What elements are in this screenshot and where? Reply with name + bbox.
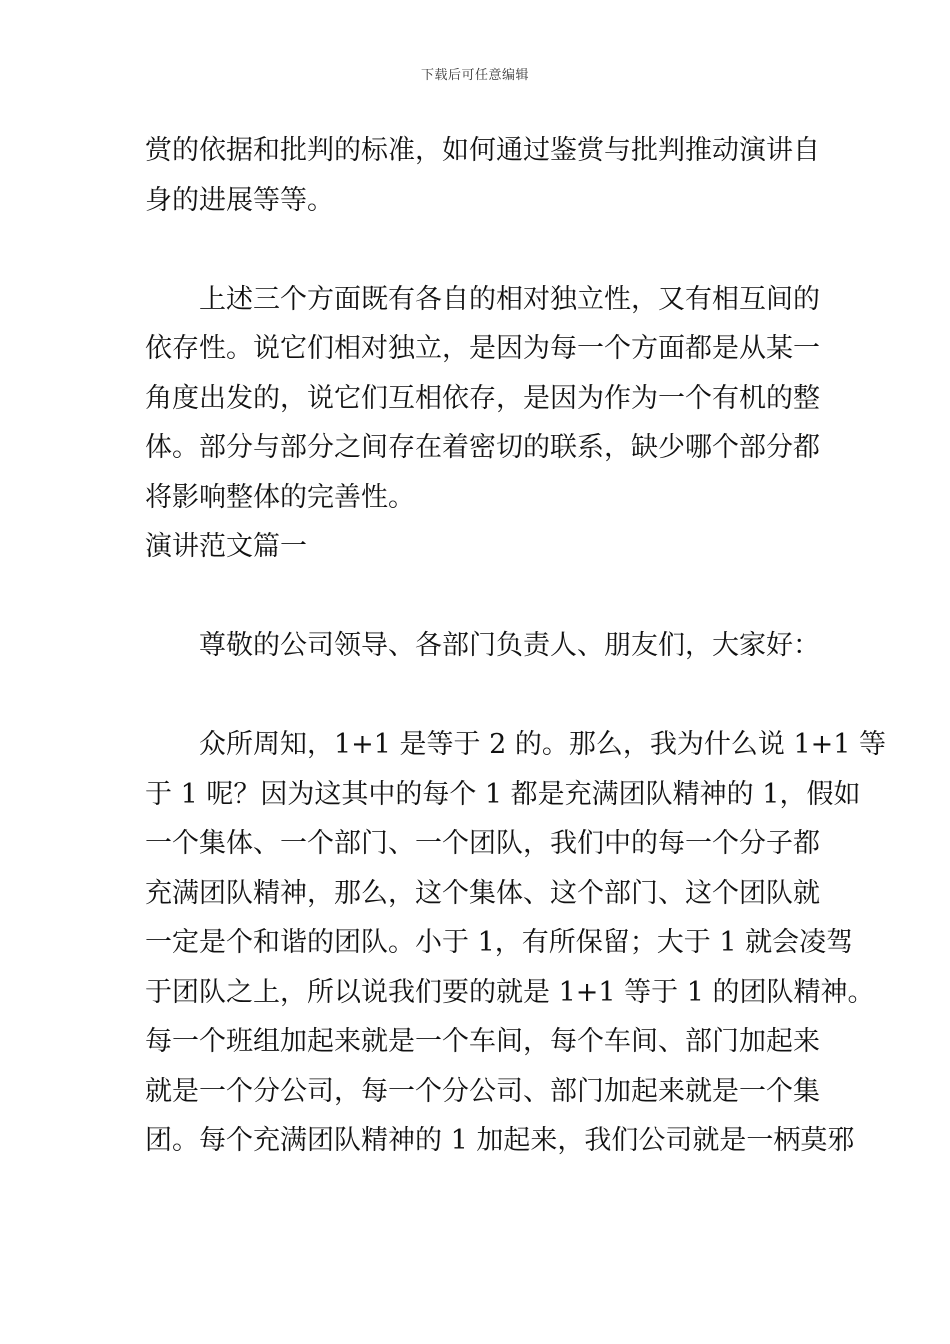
text-line: 赏的依据和批判的标准，如何通过鉴赏与批判推动演讲自 bbox=[145, 135, 820, 166]
section-heading bbox=[145, 522, 810, 572]
page-header: 下载后可任意编辑 bbox=[420, 68, 529, 83]
text-line: 每一个班组加起来就是一个车间，每个车间、部门加起来 bbox=[145, 1026, 820, 1057]
text-line: 将影响整体的完善性。 bbox=[145, 481, 415, 513]
text-line: 一个集体、一个部门、一个团队，我们中的每一个分子都 bbox=[145, 828, 820, 859]
text-line: 上述三个方面既有各自的相对独立性，又有相互间的 bbox=[199, 283, 820, 315]
text-line: 众所周知，1+1 是等于 2 的。那么，我为什么说 1+1 等 bbox=[199, 729, 887, 760]
document-body bbox=[145, 126, 887, 1166]
paragraph-1 bbox=[145, 126, 820, 225]
text-line: 就是一个分公司，每一个分公司、部门加起来就是一个集 bbox=[145, 1075, 820, 1107]
paragraph-2 bbox=[145, 275, 820, 523]
text-line: 身的进展等等。 bbox=[145, 184, 334, 216]
text-line: 充满团队精神，那么，这个集体、这个部门、这个团队就 bbox=[145, 877, 820, 909]
text-line: 于团队之上，所以说我们要的就是 1+1 等于 1 的团队精神。 bbox=[145, 976, 875, 1008]
text-line: 团。每个充满团队精神的 1 加起来，我们公司就是一柄莫邪 bbox=[145, 1125, 855, 1156]
text-line: 一定是个和谐的团队。小于 1，有所保留；大于 1 就会凌驾 bbox=[145, 927, 854, 958]
text-line: 角度出发的，说它们互相依存，是因为作为一个有机的整 bbox=[145, 382, 820, 414]
greeting-paragraph bbox=[145, 621, 820, 671]
text-line: 依存性。说它们相对独立，是因为每一个方面都是从某一 bbox=[145, 333, 820, 364]
body-paragraph bbox=[145, 720, 887, 1166]
greeting-text: 尊敬的公司领导、各部门负责人、朋友们，大家好： bbox=[199, 630, 820, 661]
text-line: 体。部分与部分之间存在着密切的联系，缺少哪个部分都 bbox=[145, 432, 820, 463]
section-heading-text: 演讲范文篇一 bbox=[145, 531, 307, 562]
text-line: 于 1 呢？因为这其中的每个 1 都是充满团队精神的 1，假如 bbox=[145, 778, 861, 810]
